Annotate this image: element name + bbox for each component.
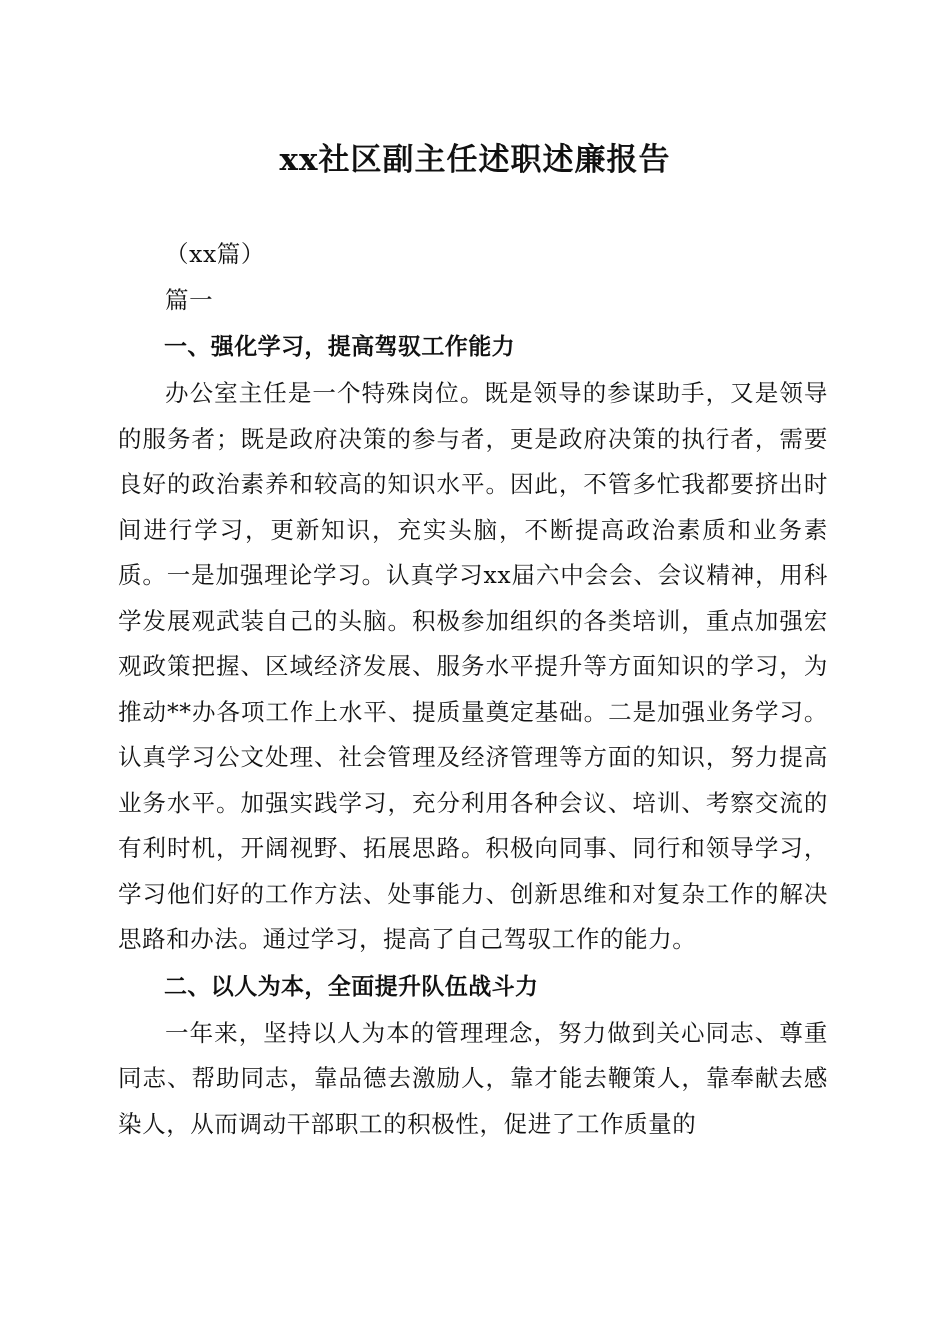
section-heading-1: 一、强化学习，提高驾驭工作能力: [164, 334, 515, 360]
section-heading-2: 二、以人为本，全面提升队伍战斗力: [164, 973, 539, 1000]
part-label: 篇一: [165, 285, 214, 314]
section-paragraph-1: 办公室主任是一个特殊岗位。既是领导的参谋助手，又是领导的服务者；既是政府决策的参与者，更是政府决策的执行者，需要良好的政治素养和较高的知识水平。因此，不管多忙我都要挤出时间进行学习，更新知识，充实头脑，不断提高政治素质和业务素质。一是加强理论学习。认真学习xx届六中会会、会议精神，用科学发展观武装自己的头脑。积极参加组织的各类培训，重点加强宏观政策把握、区域经济发展、服务水平提升等方面知识的学习，为推动**办各项工作上水平、提质量奠定基础。二是加强业务学习。认真学习公文处理、社会管理及经济管理等方面的知识，努力提高业务水平。加强实践学习，充分利用各种会议、培训、考察交流的有利时机，开阔视野、拓展思路。积极向同事、同行和领导学习，学习他们好的工作方法、处事能力、创新思维和对复杂工作的解决思路和办法。通过学习，提高了自己驾驭工作的能力。: [118, 379, 828, 953]
document-title: xx社区副主任述职述廉报告: [279, 142, 671, 178]
document-body: [118, 232, 828, 1147]
document-subtitle: （xx篇）: [165, 240, 266, 268]
section-paragraph-2: 一年来，坚持以人为本的管理理念，努力做到关心同志、尊重同志、帮助同志，靠品德去激励人，靠才能去鞭策人，靠奉献去感染人，从而调动干部职工的积极性，促进了工作质量的: [118, 1018, 828, 1138]
